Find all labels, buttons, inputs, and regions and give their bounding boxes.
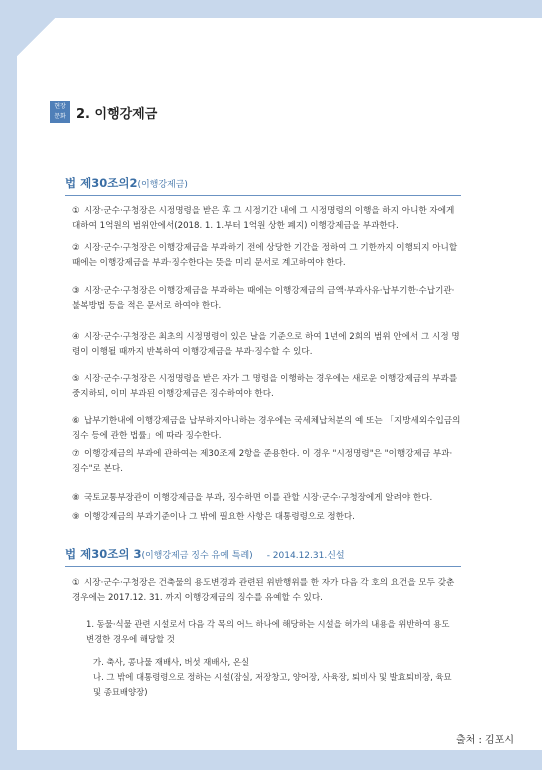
law-30-2-item-9: ⑨ 이행강제금의 부과기준이나 그 밖에 필요한 사항은 대통령령으로 정한다. xyxy=(72,512,355,522)
law-30-3-sub-na: 나. 그 밖에 대통령령으로 정하는 시설(잠실, 저장창고, 양어장, 사육장, 퇴비사 및 발효퇴비장, 육묘 및 종묘배양장) xyxy=(93,672,452,697)
section-badge-icon xyxy=(50,101,70,123)
top-frame-bar xyxy=(0,0,542,18)
law-30-2-item-1: ① 시장·군수·구청장은 시정명령을 받은 후 그 시정기간 내에 그 시정명령의 이행을 하지 아니한 자에게 대하여 1억원의 범위안에서(2018. 1. 1.부터 1억원 상한 폐지) 이행강제금을 부과한다. xyxy=(72,206,455,231)
law-30-3-title: 법 제30조의 3 xyxy=(65,547,142,561)
law-30-2-item-7: ⑦ 이행강제금의 부과에 관하여는 제30조제 2항을 준용한다. 이 경우 "시정명령"은 "이행강제금 부과· 징수"로 본다. xyxy=(72,449,453,474)
law-30-3-sub-1: 1. 동물·식물 관련 시설로서 다음 각 목의 어느 하나에 해당하는 시설을 허가의 내용을 위반하여 용도 변경한 경우에 해당할 것 xyxy=(86,619,450,644)
law-30-2-item-3: ③ 시장·군수·구청장은 이행강제금을 부과하는 때에는 이행강제금의 금액·부과사유·납부기한·수납기관· 불복방법 등을 적은 문서로 하여야 한다. xyxy=(72,286,455,311)
law-30-2-item-4: ④ 시장·군수·구청장은 최초의 시정명령이 있은 날을 기준으로 하여 1년에 2회의 범위 안에서 그 시정 명령이 이행될 때까지 반복하여 이행강제금을 부과·징수할 수 있다. xyxy=(72,332,460,357)
section-title: 2. 이행강제금 xyxy=(76,106,158,122)
law-30-3-item-1: ① 시장·군수·구청장은 건축물의 용도변경과 관련된 위반행위를 한 자가 다음 각 호의 요건을 모두 갖춘 경우에는 2017.12. 31. 까지 이행강제금의 징수를 유예할 수 있다. xyxy=(72,578,455,603)
section-heading xyxy=(50,101,157,123)
law-30-2-title: 법 제30조의2 xyxy=(65,176,138,190)
law-30-3-amend-note: - 2014.12.31.신설 xyxy=(266,551,345,561)
left-frame-bar xyxy=(0,0,17,770)
law-30-2-item-8: ⑧ 국토교통부장관이 이행강제금을 부과, 징수하면 이를 관할 시장·군수·구청장에게 알려야 한다. xyxy=(72,493,433,503)
law-30-2-header xyxy=(65,175,461,196)
law-30-3-header xyxy=(65,546,461,567)
law-30-2-item-6: ⑥ 납부기한내에 이행강제금을 납부하지아니하는 경우에는 국세체납처분의 예 또는 「지방세외수입금의 징수 등에 관한 법률」에 따라 징수한다. xyxy=(72,416,461,441)
source-credit: 출처 : 김포시 xyxy=(456,735,515,746)
law-30-2-subtitle: (이행강제금) xyxy=(137,180,188,190)
badge-bottom-text: 문화 xyxy=(54,113,66,120)
corner-fold xyxy=(17,18,55,56)
law-30-2-item-5: ⑤ 시장·군수·구청장은 시정명령을 받은 자가 그 명령을 이행하는 경우에는 새로운 이행강제금의 부과를 중지하되, 이미 부과된 이행강제금은 징수하여야 한다. xyxy=(72,374,458,399)
bottom-frame-bar xyxy=(0,750,542,770)
law-30-3-sub-ga: 가. 축사, 콩나물 재배사, 버섯 재배사, 온실 xyxy=(93,657,250,667)
badge-top-text: 현장 xyxy=(54,103,66,110)
law-30-3-subtitle: (이행강제금 징수 유예 특례) xyxy=(141,551,253,561)
law-30-2-item-2: ② 시장·군수·구청장은 이행강제금을 부과하기 전에 상당한 기간을 정하여 그 기한까지 이행되지 아니할 때에는 이행강제금을 부과·징수한다는 뜻을 미리 문서로 계고하여야 한다. xyxy=(72,243,458,268)
